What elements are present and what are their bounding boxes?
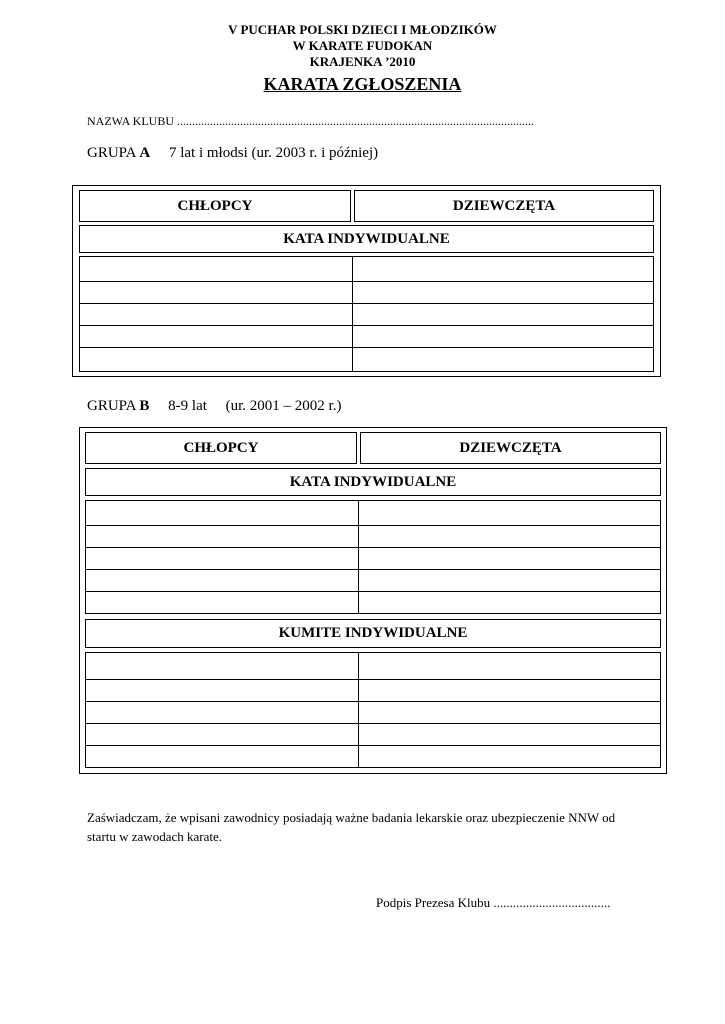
table-row bbox=[86, 745, 660, 746]
club-name-field[interactable]: NAZWA KLUBU ....................................................................................................................... bbox=[87, 114, 534, 128]
table-row bbox=[80, 325, 653, 326]
header-line-3: KRAJENKA ’2010 bbox=[309, 54, 416, 69]
group-b-boys-header: CHŁOPCY bbox=[85, 432, 357, 464]
group-b-kata-entries[interactable] bbox=[85, 500, 661, 614]
table-row bbox=[86, 591, 660, 592]
group-b-kumite-entries[interactable] bbox=[85, 652, 661, 768]
table-row bbox=[86, 679, 660, 680]
group-b-prefix: GRUPA bbox=[87, 398, 140, 414]
table-row bbox=[86, 525, 660, 526]
group-b-kumite-header: KUMITE INDYWIDUALNE bbox=[85, 619, 661, 648]
group-b-table bbox=[79, 427, 667, 774]
group-a-kata-entries[interactable] bbox=[79, 256, 654, 372]
group-a-table bbox=[72, 185, 661, 377]
group-b-desc: 8-9 lat (ur. 2001 – 2002 r.) bbox=[168, 398, 342, 414]
group-b-kata-header: KATA INDYWIDUALNE bbox=[85, 468, 661, 496]
table-row bbox=[80, 281, 653, 282]
table-row bbox=[86, 569, 660, 570]
group-a-heading bbox=[87, 145, 378, 162]
header-line-2: W KARATE FUDOKAN bbox=[292, 38, 433, 53]
column-divider bbox=[358, 501, 359, 613]
certification-text: Zaświadczam, że wpisani zawodnicy posiadają ważne badania lekarskie oraz ubezpieczenie NNW od startu w zawodach karate. bbox=[87, 810, 616, 844]
group-a-desc: 7 lat i młodsi (ur. 2003 r. i później) bbox=[168, 145, 379, 161]
signature-field[interactable]: Podpis Prezesa Klubu .................................... bbox=[376, 895, 611, 910]
group-a-letter: A bbox=[139, 145, 151, 161]
header-line-1: V PUCHAR POLSKI DZIECI I MŁODZIKÓW bbox=[228, 22, 497, 37]
group-b-girls-header: DZIEWCZĘTA bbox=[360, 432, 661, 464]
table-row bbox=[80, 347, 653, 348]
group-a-boys-header: CHŁOPCY bbox=[79, 190, 351, 222]
group-a-kata-header: KATA INDYWIDUALNE bbox=[79, 225, 654, 253]
table-row bbox=[86, 547, 660, 548]
group-a-prefix: GRUPA bbox=[87, 145, 140, 161]
table-row bbox=[80, 303, 653, 304]
group-a-girls-header: DZIEWCZĘTA bbox=[354, 190, 654, 222]
group-b-heading bbox=[87, 398, 341, 415]
page-title: KARATA ZGŁOSZENIA bbox=[263, 74, 462, 94]
table-row bbox=[86, 701, 660, 702]
group-b-letter: B bbox=[139, 398, 150, 414]
column-divider bbox=[358, 653, 359, 767]
table-row bbox=[86, 723, 660, 724]
column-divider bbox=[352, 257, 353, 371]
